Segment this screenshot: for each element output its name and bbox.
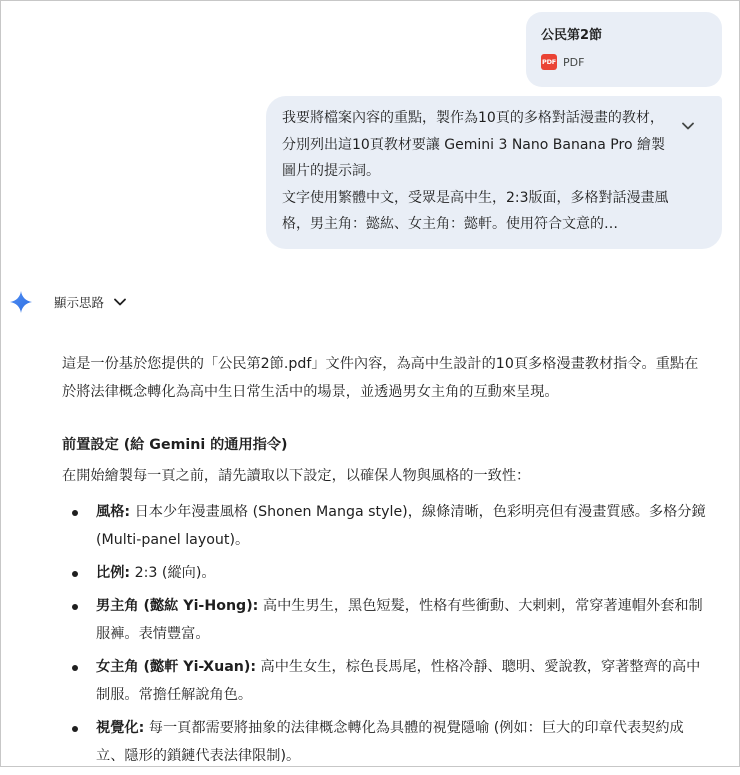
attachment-type-row (541, 54, 707, 70)
pdf-file-icon: PDF (541, 54, 557, 70)
setting-term: 風格: (96, 504, 131, 520)
response-intro: 這是一份基於您提供的「公民第2節.pdf」文件內容，為高中生設計的10頁多格漫畫教材指令。重點在於將法律概念轉化為高中生日常生活中的場景，並透過男女主角的互動來呈現。 (62, 356, 699, 400)
setting-desc: 日本少年漫畫風格 (Shonen Manga style)，線條清晰，色彩明亮但有漫畫質感。多格分鏡 (Multi-panel layout)。 (96, 504, 706, 548)
attachment-card[interactable] (526, 12, 722, 87)
list-item (62, 653, 712, 709)
list-item (62, 498, 712, 554)
setting-desc: 2:3 (縱向)。 (130, 565, 216, 581)
show-thoughts-toggle[interactable] (54, 291, 126, 313)
setting-desc: 每一頁都需要將抽象的法律概念轉化為具體的視覺隱喻 (例如：巨大的印章代表契約成立、隱形的鎖鏈代表法律限制)。 (96, 720, 684, 764)
gemini-sparkle-icon (10, 291, 32, 313)
list-item (62, 592, 712, 648)
attachment-type-label: PDF (563, 55, 585, 69)
show-thoughts-label: 顯示思路 (54, 295, 105, 310)
list-item (62, 559, 712, 587)
attachment-name: 公民第2節 (541, 28, 603, 43)
list-item (62, 714, 712, 770)
setting-term: 女主角 (懿軒 Yi-Xuan): (96, 659, 257, 675)
setting-term: 男主角 (懿紘 Yi-Hong): (96, 598, 259, 614)
user-message-text: 我要將檔案內容的重點，製作為10頁的多格對話漫畫的教材，分別列出這10頁教材要讓 Gemini 3 Nano Banana Pro 繪製圖片的提示詞。 文字使用繁體中文，受眾是高中生，2:3版面，多格對話漫畫風格，男主角：懿紘、女主角：懿軒。使用符合文意的… (282, 110, 669, 232)
section-heading: 前置設定 (給 Gemini 的通用指令) (62, 437, 288, 453)
setting-desc: 高中生男生，黑色短髮，性格有些衝動、大剌剌，常穿著連帽外套和制服褲。表情豐富。 (96, 598, 703, 642)
chevron-down-icon (682, 122, 694, 130)
chevron-down-icon (114, 298, 126, 306)
settings-list (62, 498, 712, 770)
gemini-response (62, 350, 712, 775)
setting-term: 比例: (96, 565, 131, 581)
user-message-bubble (266, 96, 722, 249)
expand-message-button[interactable] (678, 116, 698, 136)
setting-term: 視覺化: (96, 720, 145, 736)
setting-desc: 高中生女生，棕色長馬尾，性格冷靜、聰明、愛說教，穿著整齊的高中制服。常擔任解說角色。 (96, 659, 701, 703)
section-lead: 在開始繪製每一頁之前，請先讀取以下設定，以確保人物與風格的一致性： (62, 468, 531, 484)
